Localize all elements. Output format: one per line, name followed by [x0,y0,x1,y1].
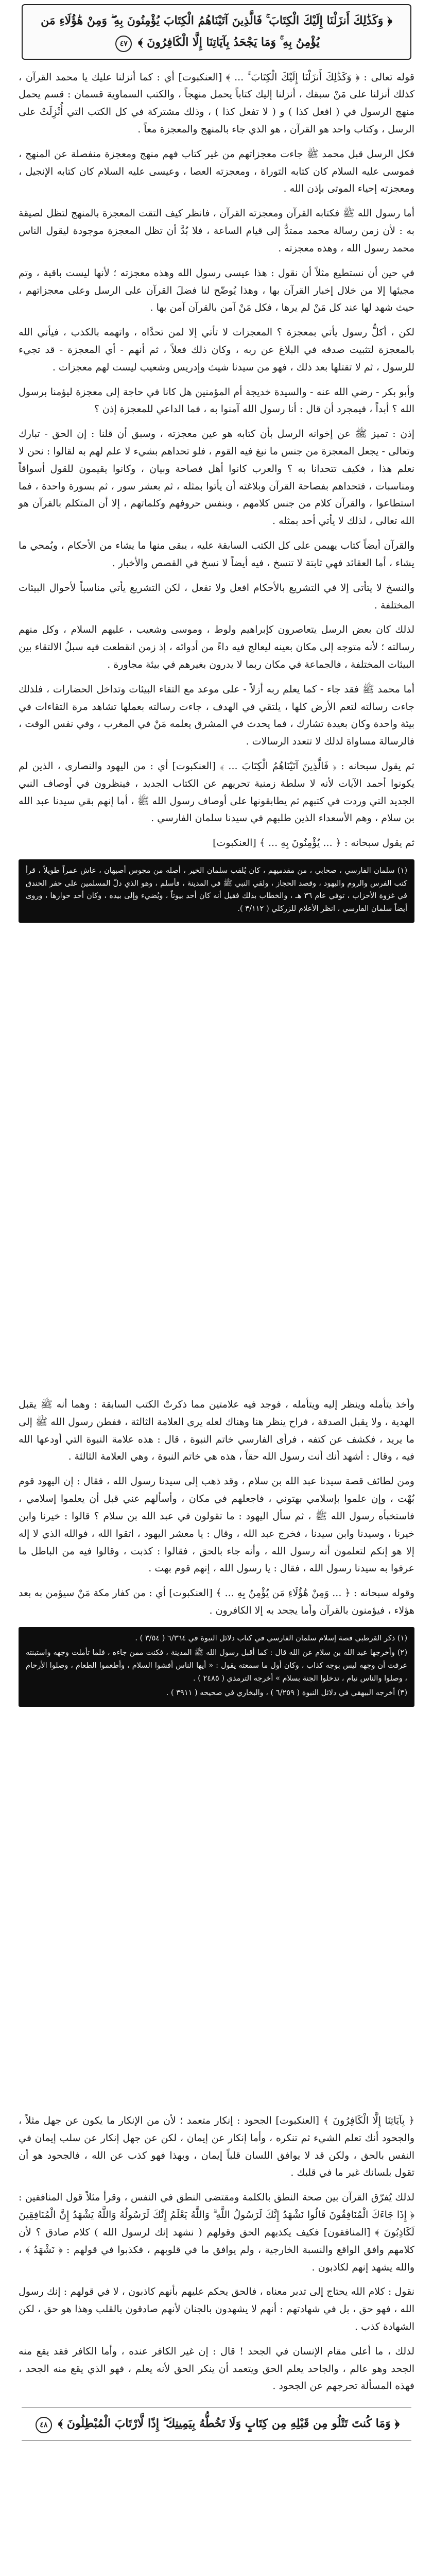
footnote: (١) ذكر القرطبي قصة إسلام سلمان الفارسي في كتاب دلائل النبوة في ٦/٣٦٤ ( ٣/٥٤ ) . [135,1634,407,1642]
footnote: (٣) أخرجه البيهقي في دلائل النبوة ( ٦/٢٥٩ ) ، والبخاري في صحيحه ( ٣٩١١ ) . [166,1689,407,1698]
page-1 [0,4,433,923]
paragraph: وأبو بكر - رضي الله عنه - والسيدة خديجة أم المؤمنين هل كانا في حاجة إلى معجزة ليؤمنا برسول الله ؟ أبداً ، فيمجرد أن قال : أنا رسول الله آمنوا به ، فما الداعي للمعجزة إذن ؟ [19,386,414,415]
paragraph: ﴿ بِآيَاتِنَا إِلَّا الْكَافِرُونَ ﴾ [العنكبوت] الجحود : إنكار متعمد ؛ لأن من الإنكار ما يكون عن جهل مثلاً ، والجحود أنك تعلم الشيء ثم تنكره ، وأما إنكار عن إيمان ، لكن عن جهل إنكار عن سلب إيمان في النفس بالحق ، ولكن قد لا يوافق اللسان قلباً إيمان ، وبهذا فهو كذب عن الله ، فالجحود هو أن تقول بلسانك غير ما في قلبك . [19,2115,414,2179]
paragraph: لذلك كان بعض الرسل يتعاصرون كإبراهيم ولوط ، وموسى وشعيب ، عليهم السلام ، وكل منهم رسالته ؛ لأنه متوجه إلى مكان بعينه ليعالج فيه داءً من أدوائه ، إذ زمن انقطعت فيه سبلُ الالتقاء بين البيئات المختلفة ، فالجماعة في مكان ربما لا يدرون بغيرهم في بيئة مجاورة . [19,624,414,670]
paragraph: أما محمد ﷺ فقد جاء - كما يعلم ربه أزلاً - على موعد مع التقاء البيئات وتداخل الحضارات ، فلذلك جاءت رسالته لتعم الأرض كلها ، يلتقي في الهدف ، جاءت رسالته بعملها تشاهد مرة التقاءات في بيئة واحدة وكان بعيدة تشارك ، فما يحدث في المشرق يعلمه مَنْ في المغرب ، وفي نفس الوقت ، فالرسالة مساواة لذلك لا تتعدد الرسالات . [19,683,414,748]
paragraph: أما رسول الله ﷺ فكتابه القرآن ومعجزته القرآن ، فانظر كيف التقت المعجزة بالمنهج لتظل لصيقة به : لأن زمن رسالة محمد ممتدٌّ إلى قيام الساعة ، فلا بُدَّ أن تظل المعجزة موجودة ليقول الناس محمد رسول الله ، وهذه معجزته . [19,208,414,254]
verse-text: ﴿ وَمَا كُنتَ تَتْلُو مِن قَبْلِهِ مِن كِتَابٍ وَلَا تَخُطُّهُ بِيَمِينِكَ ۖ إِذًا لَّارْتَابَ الْمُبْطِلُونَ ﴾ [58,2417,400,2431]
verse-text: ﴿ وَكَذَٰلِكَ أَنزَلْنَا إِلَيْكَ الْكِتَابَ ۚ فَالَّذِينَ آتَيْنَاهُمُ الْكِتَابَ يُؤْمِنُونَ بِهِ ۖ وَمِنْ هَٰؤُلَاءِ مَن يُؤْمِنُ بِهِ ۚ وَمَا يَجْحَدُ بِآيَاتِنَا إِلَّا الْكَافِرُونَ ﴾ [41,14,392,49]
footnote-box [19,1627,414,1707]
paragraph: والقرآن أيضاً كتاب يهيمن على كل الكتب السابقة عليه ، يبقى منها ما يشاء من الأحكام ، ويُمحي ما يشاء ، أما العقائد فهي ثابتة لا تنسخ ، فيه أيضاً لا نسخ في القصص والأخبار . [19,540,414,569]
paragraph: نقول : كلام الله يحتاج إلى تدبر معناه ، فالحق يحكم عليهم بأنهم كاذبون ، لا في قولهم : إنك رسول الله ، فهو حق ، بل في شهادتهم : أنهم لا يشهدون بالجنان لأنهم صادقون بالقلب وهذا هو حق ، لكن الشهادة كذب . [19,2286,414,2332]
paragraph: ثم يقول سبحانه : ﴿ ... يُؤْمِنُونَ بِهِ ... ﴾ [العنكبوت] [213,837,414,849]
paragraph: فكل الرسل قبل محمد ﷺ جاءت معجزاتهم من غير كتاب فهم منهج ومعجزة منفصلة عن المنهج ، فموسى عليه السلام كان كتابه التوراة ، ومعجزته العصا ، وعيسى عليه السلام كان كتابه الإنجيل ، ومعجزته إحياء الموتى بإذن الله . [19,148,414,195]
footnote: (٢) وأخرجها عبد الله بن سلام عن الله قال : كما أقبل رسول الله ﷺ المدينة ، فكنت ممن جاءه ، فلما تأملت وجهه واستبنته عرفت أن وجهه ليس بوجه كذاب ، وكان أول ما سمعته يقول : « أيها الناس أفشوا السلام ، وأطعموا الطعام ، وصلوا الأرحام ، وصلوا والناس نيام ، تدخلوا الجنة بسلام » أخرجه الترمذي ( ٢٤٨٥ ) . [26,1649,407,1683]
footnote: (١) سلمان الفارسي ، صحابي ، من مقدميهم ، كان يُلقب سلمان الخير ، أصله من مجوس أصبهان ، عاش عمراً طويلاً ، قرأ كتب الفرس والروم واليهود ، وقصد الحجاز ، ولقي النبي ﷺ في المدينة ، فأسلم ، وهو الذي دلّ المسلمين على حفر الخندق في غزوة الأحزاب ، توفي عام ٣٦ هـ ، والخطاب بذلك فقيل أنه كان أحد بيوتاً ، ويُضيء وإلى بيده ، وكان أحد حوارها ، وروى أيضاً سلمان الفارسي ، انظر الأعلام للزركلي ( ٣/١١٢ ). [26,867,407,913]
paragraph: في حين أن نستطيع مثلاً أن نقول : هذا عيسى رسول الله وهذه معجزته ؛ لأنها ليست باقية ، وتم مجيئها إلا من خلال إخبار القرآن بها ، وهذا يُوضّح لنا فضلَ القرآن على الرسل وعلى معجزاتهم ، حيث شهد لها عند كل مَنْ لم يرها ، فكل مَنْ آمن بالقرآن آمن بها . [19,267,414,314]
paragraph: قوله تعالى : ﴿ وَكَذَٰلِكَ أَنزَلْنَا إِلَيْكَ الْكِتَابَ ۚ ... ﴾ [العنكبوت] أي : كما أنزلنا عليك يا محمد القرآن ، كذلك أنزلنا على مَنْ سبقك ، أنزلنا إليك كتاباً يحمل منهجاً ، والكتب السماوية قسمان : قسم يحمل منهج الرسول في ( افعل كذا ) و ( لا تفعل كذا ) ، وذلك مشتركة في كل الكتب التي أُنْزِلَتْ على الرسل ، وكتاب واحد هو القرآن ، هو الذي جاء بالمنهج والمعجزة معاً . [19,71,414,135]
paragraph: لكن ، أكلُّ رسول يأتي بمعجزة ؟ المعجزات لا تأتي إلا لمن تحدَّاه ، واتهمه بالكذب ، فيأتي الله بالمعجزة لتثبيت صدقه في البلاغ عن ربه ، وكان ذلك فعلاً ، ثم أنهم - أي المعجزة - قد تجيء للرسول ، ثم لا تقتلها بعد ذلك ، فهو من سيدنا شيث وإدريس وشعيب ليست لهم معجزات . [19,327,414,373]
quran-verse-banner [22,4,411,60]
page-3 [0,2112,433,2441]
ayah-number-badge: ٤٧ [115,36,132,52]
paragraph: ومن لطائف قصة سيدنا عبد الله بن سلام ، وقد ذهب إلى سيدنا رسول الله ، فقال : إن اليهود قوم بُهْت ، وإن علموا بإسلامي بهتوني ، فاجعلهم في مكان ، وأسألهم عني قبل أن يعلموا إسلامي ، فاستخبأه رسول الله ﷺ ، ثم سأل اليهود : ما تقولون في عبد الله بن سلام ؟ قالوا : خيرنا وابن خيرنا ، وسيدنا وابن سيدنا ، فخرج عبد الله ، وقال : يا معشر اليهود ، اتقوا الله ، فوالله الذي لا إله إلا هو إنكم لتعلمون أنه رسول الله ، وأنه جاء بالحق ، فقالوا : كذبت ، وقالوا فيه من الباطل ما عرفوا به سيدنا رسول الله ، فقال : يا رسول الله ، إنهم قوم بهت . [19,1476,414,1574]
quran-verse-banner [22,2408,411,2441]
paragraph: إذن : تميز ﷺ عن إخوانه الرسل بأن كتابه هو عين معجزته ، وسبق أن قلنا : إن الحق - تبارك وتعالى - يجعل المعجزة من جنس ما نبغ فيه القوم ، فلو تحداهم بشيء لا علم لهم به لقالوا : نحن لا نعلم هذا ، فكيف تتحدانا به ؟ والعرب كانوا أهل فصاحة وبيان ، وكانوا يقيمون للقول أسواقاً ومناسبات ، فتحداهم بفصاحة القرآن وبلاغته أن يأتوا بمثله ، ثم بعشر سور ، ثم بسورة واحدة ، فما استطاعوا ، والقرآن كلام من جنس كلامهم ، وبنفس حروفهم وكلماتهم ، إلا أن المتكلم بالقرآن هو الله تعالى ، لذلك لا يأتي أحد بمثله . [19,428,414,527]
paragraph: والنسخ لا يتأتى إلا في التشريع بالأحكام افعل ولا تفعل ، لكن التشريع يأتي مناسباً لأحوال البيئات المختلفة . [19,582,414,611]
page-2 [0,1396,433,1707]
paragraph: لذلك يُفرّق القرآن بين صحة النطق بالكلمة ومقتضى النطق في النفس ، وقرأ مثلاً قول المنافقين : ﴿ إِذَا جَاءَكَ الْمُنَافِقُونَ قَالُوا نَشْهَدُ إِنَّكَ لَرَسُولُ اللَّهِ ۗ وَاللَّهُ يَعْلَمُ إِنَّكَ لَرَسُولُهُ وَاللَّهُ يَشْهَدُ إِنَّ الْمُنَافِقِينَ لَكَاذِبُونَ ﴾ [المنافقون] فكيف يكذبهم الحق وقولهم ( نشهد إنك لرسول الله ) كلام صادق ؟ لأن كلامهم وافق الواقع والنسبة الخارجية ، ولم يوافق ما في قلوبهم ، فكذبوا في قولهم : ﴿ نَشْهَدُ ﴾ ، والله يشهد إنهم لكاذبون . [19,2192,414,2273]
paragraph: لذلك ، ما أعلى مقام الإنسان في الجحد ! قال : إن غير الكافر عنده ، وأما الكافر فقد يقع منه الجحد وهو عالم ، والجاحد يعلم الحق ويتعمد أن ينكر الحق لأنه يعلم ، فهو الذي يقع منه الجحد ، فهذه المسألة تحرجهم عن الجحود . [19,2345,415,2392]
footnote-box [19,859,414,923]
ayah-number-badge: ٤٨ [36,2417,52,2433]
paragraph: ثم يقول سبحانه : ﴿ فَالَّذِينَ آتَيْنَاهُمُ الْكِتَابَ ... ﴾ [العنكبوت] أي : من اليهود والنصارى ، الذين لم يكونوا أحمد الآيات لأنه لا سلطة زمنية تحريهم عن الكتاب الجديد ، فينظرون في أوصاف النبي الجديد التي وردت في كتبهم ثم يطابقونها على أوصاف رسول الله ﷺ ، أما إنهم بقي سيدنا عبد الله بن سلام ، وهم الأسعداء الذين طلبهم في سيدنا سلمان الفارسي . [19,760,414,824]
paragraph: وأخذ يتأمله وينظر إليه ويتأمله ، فوجد فيه علامتين مما ذكرتْ الكتب السابقة : وهما أنه ﷺ يقبل الهدية ، ولا يقبل الصدقة ، فراح ينظر هنا وهناك لعله يرى العلامة الثالثة ، ففطن رسول الله ﷺ إلى ما يريد ، فكشف عن كتفه ، فرأى الفارسي خاتم النبوة ، قال : هذه علامة النبوة التي أودعها الله فيه ، وقال : أشهد أنك أنت رسول الله حقاً ، هذه هي خاتم النبوة ، وهي العلامة الثالثة . [19,1399,414,1463]
paragraph: وقوله سبحانه : ﴿ ... وَمِنْ هَٰؤُلَاءِ مَن يُؤْمِنُ بِهِ ... ﴾ [العنكبوت] أي : من كفار مكة مَنْ سيؤمن به بعد هؤلاء ، فيؤمنون بالقرآن وأما يجحد به إلا الكافرون . [19,1587,414,1616]
